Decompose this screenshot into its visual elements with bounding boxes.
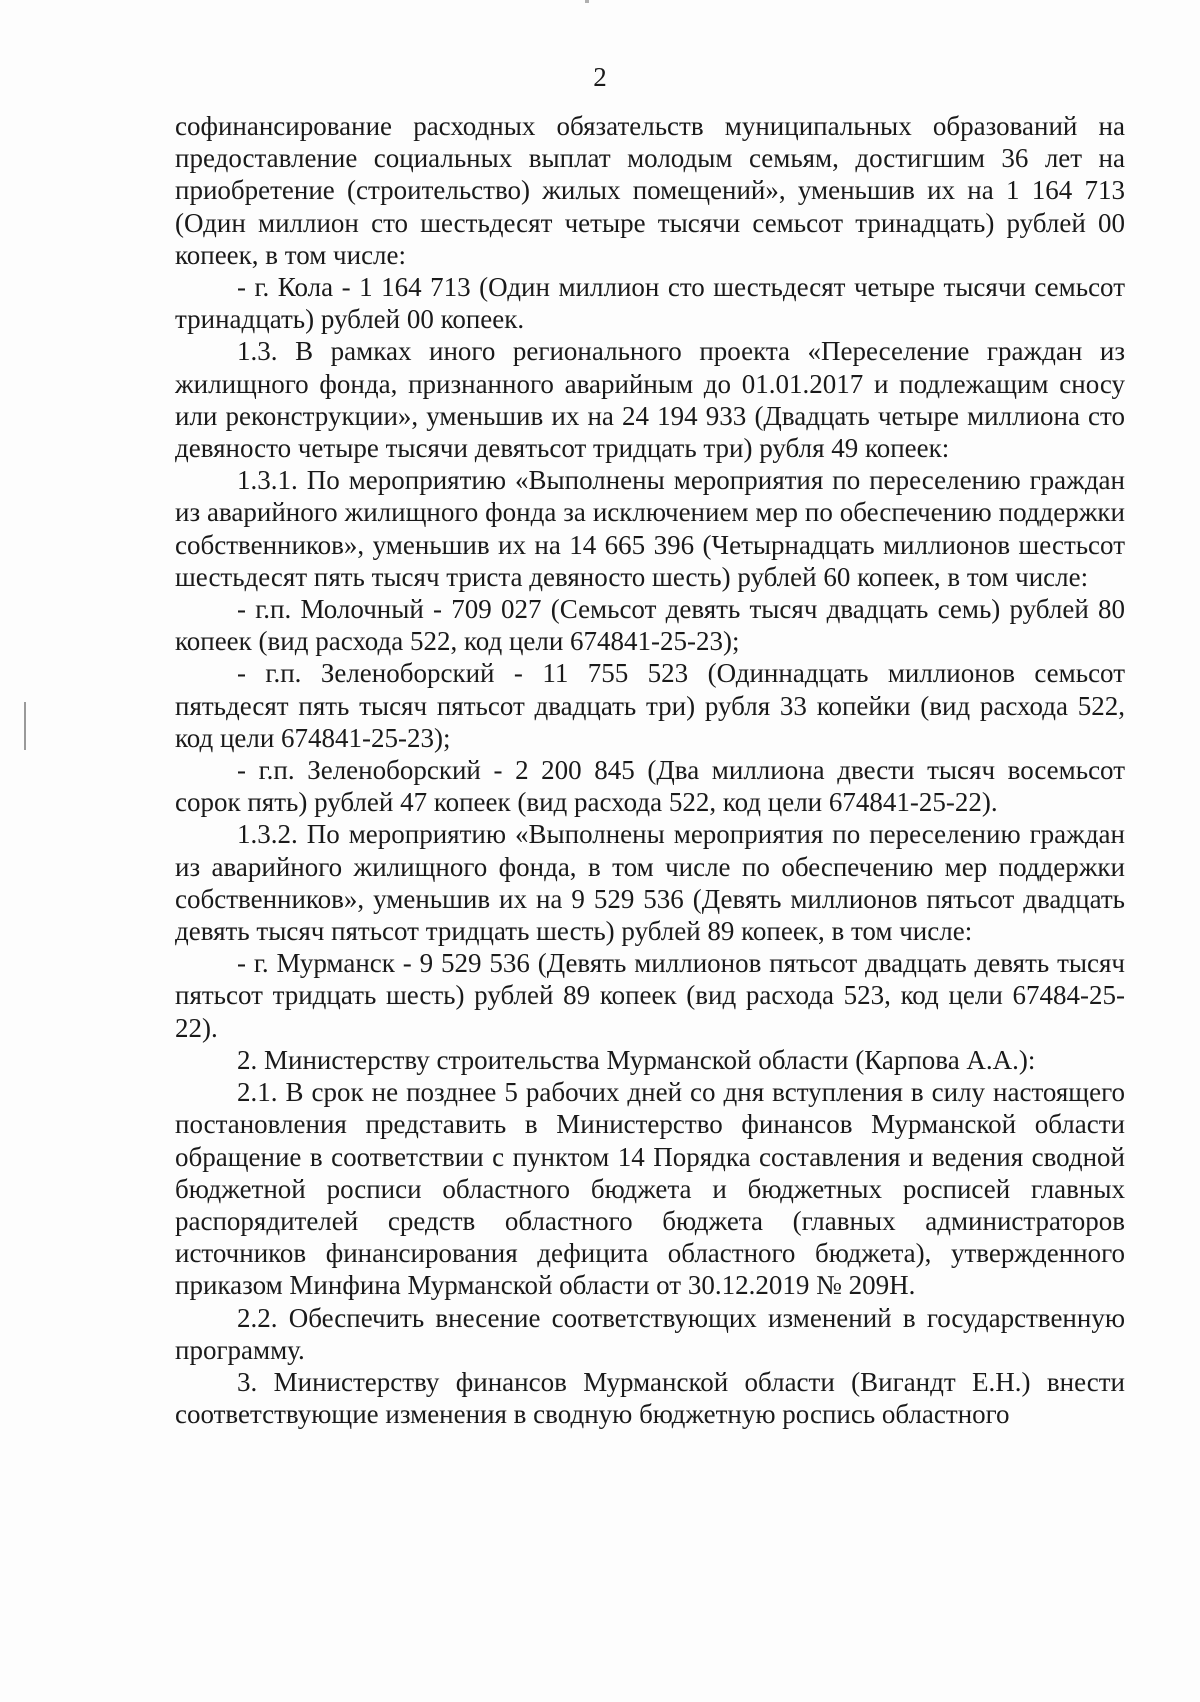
paragraph-1-3: 1.3. В рамках иного регионального проекта «Переселение граждан из жилищного фонда, признанного аварийным до 01.01.2017 и подлежащим сносу или реконструкции», уменьшив их на 24 194 933 (Двадцать четыре миллиона сто девяносто четыре тысячи девятьсот тридцать три) рубля 49 копеек: — [175, 336, 1125, 464]
paragraph-molochny: - г.п. Молочный - 709 027 (Семьсот девять тысяч двадцать семь) рублей 80 копеек (вид расхода 522, код цели 674841-25-23); — [175, 594, 1125, 657]
paragraph-1-3-1: 1.3.1. По мероприятию «Выполнены мероприятия по переселению граждан из аварийного жилищного фонда за исключением мер по обеспечению поддержки собственников», уменьшив их на 14 665 396 (Четырнадцать миллионов шестьсот шестьдесят пять тысяч триста девяносто шесть) рублей 60 копеек, в том числе: — [175, 465, 1125, 592]
paragraph-2: 2. Министерству строительства Мурманской области (Карпова А.А.): — [237, 1044, 1036, 1075]
paragraph-zelenoborsky-2: - г.п. Зеленоборский - 2 200 845 (Два миллиона двести тысяч восемьсот сорок пять) рублей 47 копеек (вид расхода 522, код цели 674841-25-22). — [175, 755, 1125, 818]
paragraph-1-3-2: 1.3.2. По мероприятию «Выполнены мероприятия по переселению граждан из аварийного жилищного фонда, в том числе по обеспечению мер поддержки собственников», уменьшив их на 9 529 536 (Девять миллионов пятьсот двадцать девять тысяч пятьсот тридцать шесть) рублей 89 копеек, в том числе: — [175, 819, 1125, 947]
paragraph-3: 3. Министерству финансов Мурманской области (Вигандт Е.Н.) внести соответствующие изменения в сводную бюджетную роспись областного — [175, 1366, 1125, 1430]
scan-margin-mark — [24, 702, 26, 750]
paragraph-zelenoborsky-1: - г.п. Зеленоборский - 11 755 523 (Одиннадцать миллионов семьсот пятьдесят пять тысяч пятьсот двадцать три) рубля 33 копейки (вид расхода 522, код цели 674841-25-23); — [175, 658, 1125, 753]
page-number: 2 — [593, 62, 607, 92]
scan-speck — [585, 0, 589, 3]
paragraph-cofinancing-continuation: софинансирование расходных обязательств муниципальных образований на предоставление социальных выплат молодым семьям, достигшим 36 лет на приобретение (строительство) жилых помещений», уменьшив их на 1 164 713 (Один миллион сто шестьдесят четыре тысячи семьсот тринадцать) рублей 00 копеек, в том числе: — [175, 111, 1125, 270]
paragraph-2-1: 2.1. В срок не позднее 5 рабочих дней со дня вступления в силу настоящего постановления представить в Министерство финансов Мурманской области обращение в соответствии с пунктом 14 Порядка составления и ведения сводной бюджетной росписи областного бюджета и бюджетных росписей главных распорядителей средств областного бюджета (главных администраторов источников финансирования дефицита областного бюджета), утвержденного приказом Минфина Мурманской области от 30.12.2019 № 209Н. — [175, 1077, 1125, 1301]
paragraph-2-2: 2.2. Обеспечить внесение соответствующих изменений в государственную программу. — [175, 1302, 1125, 1365]
paragraph-murmansk: - г. Мурманск - 9 529 536 (Девять миллионов пятьсот двадцать девять тысяч пятьсот тридцать шесть) рублей 89 копеек (вид расхода 523, код цели 67484-25-22). — [175, 948, 1125, 1043]
document-body — [175, 110, 1125, 1430]
paragraph-kola: - г. Кола - 1 164 713 (Один миллион сто шестьдесят четыре тысячи семьсот тринадцать) рублей 00 копеек. — [175, 272, 1125, 335]
